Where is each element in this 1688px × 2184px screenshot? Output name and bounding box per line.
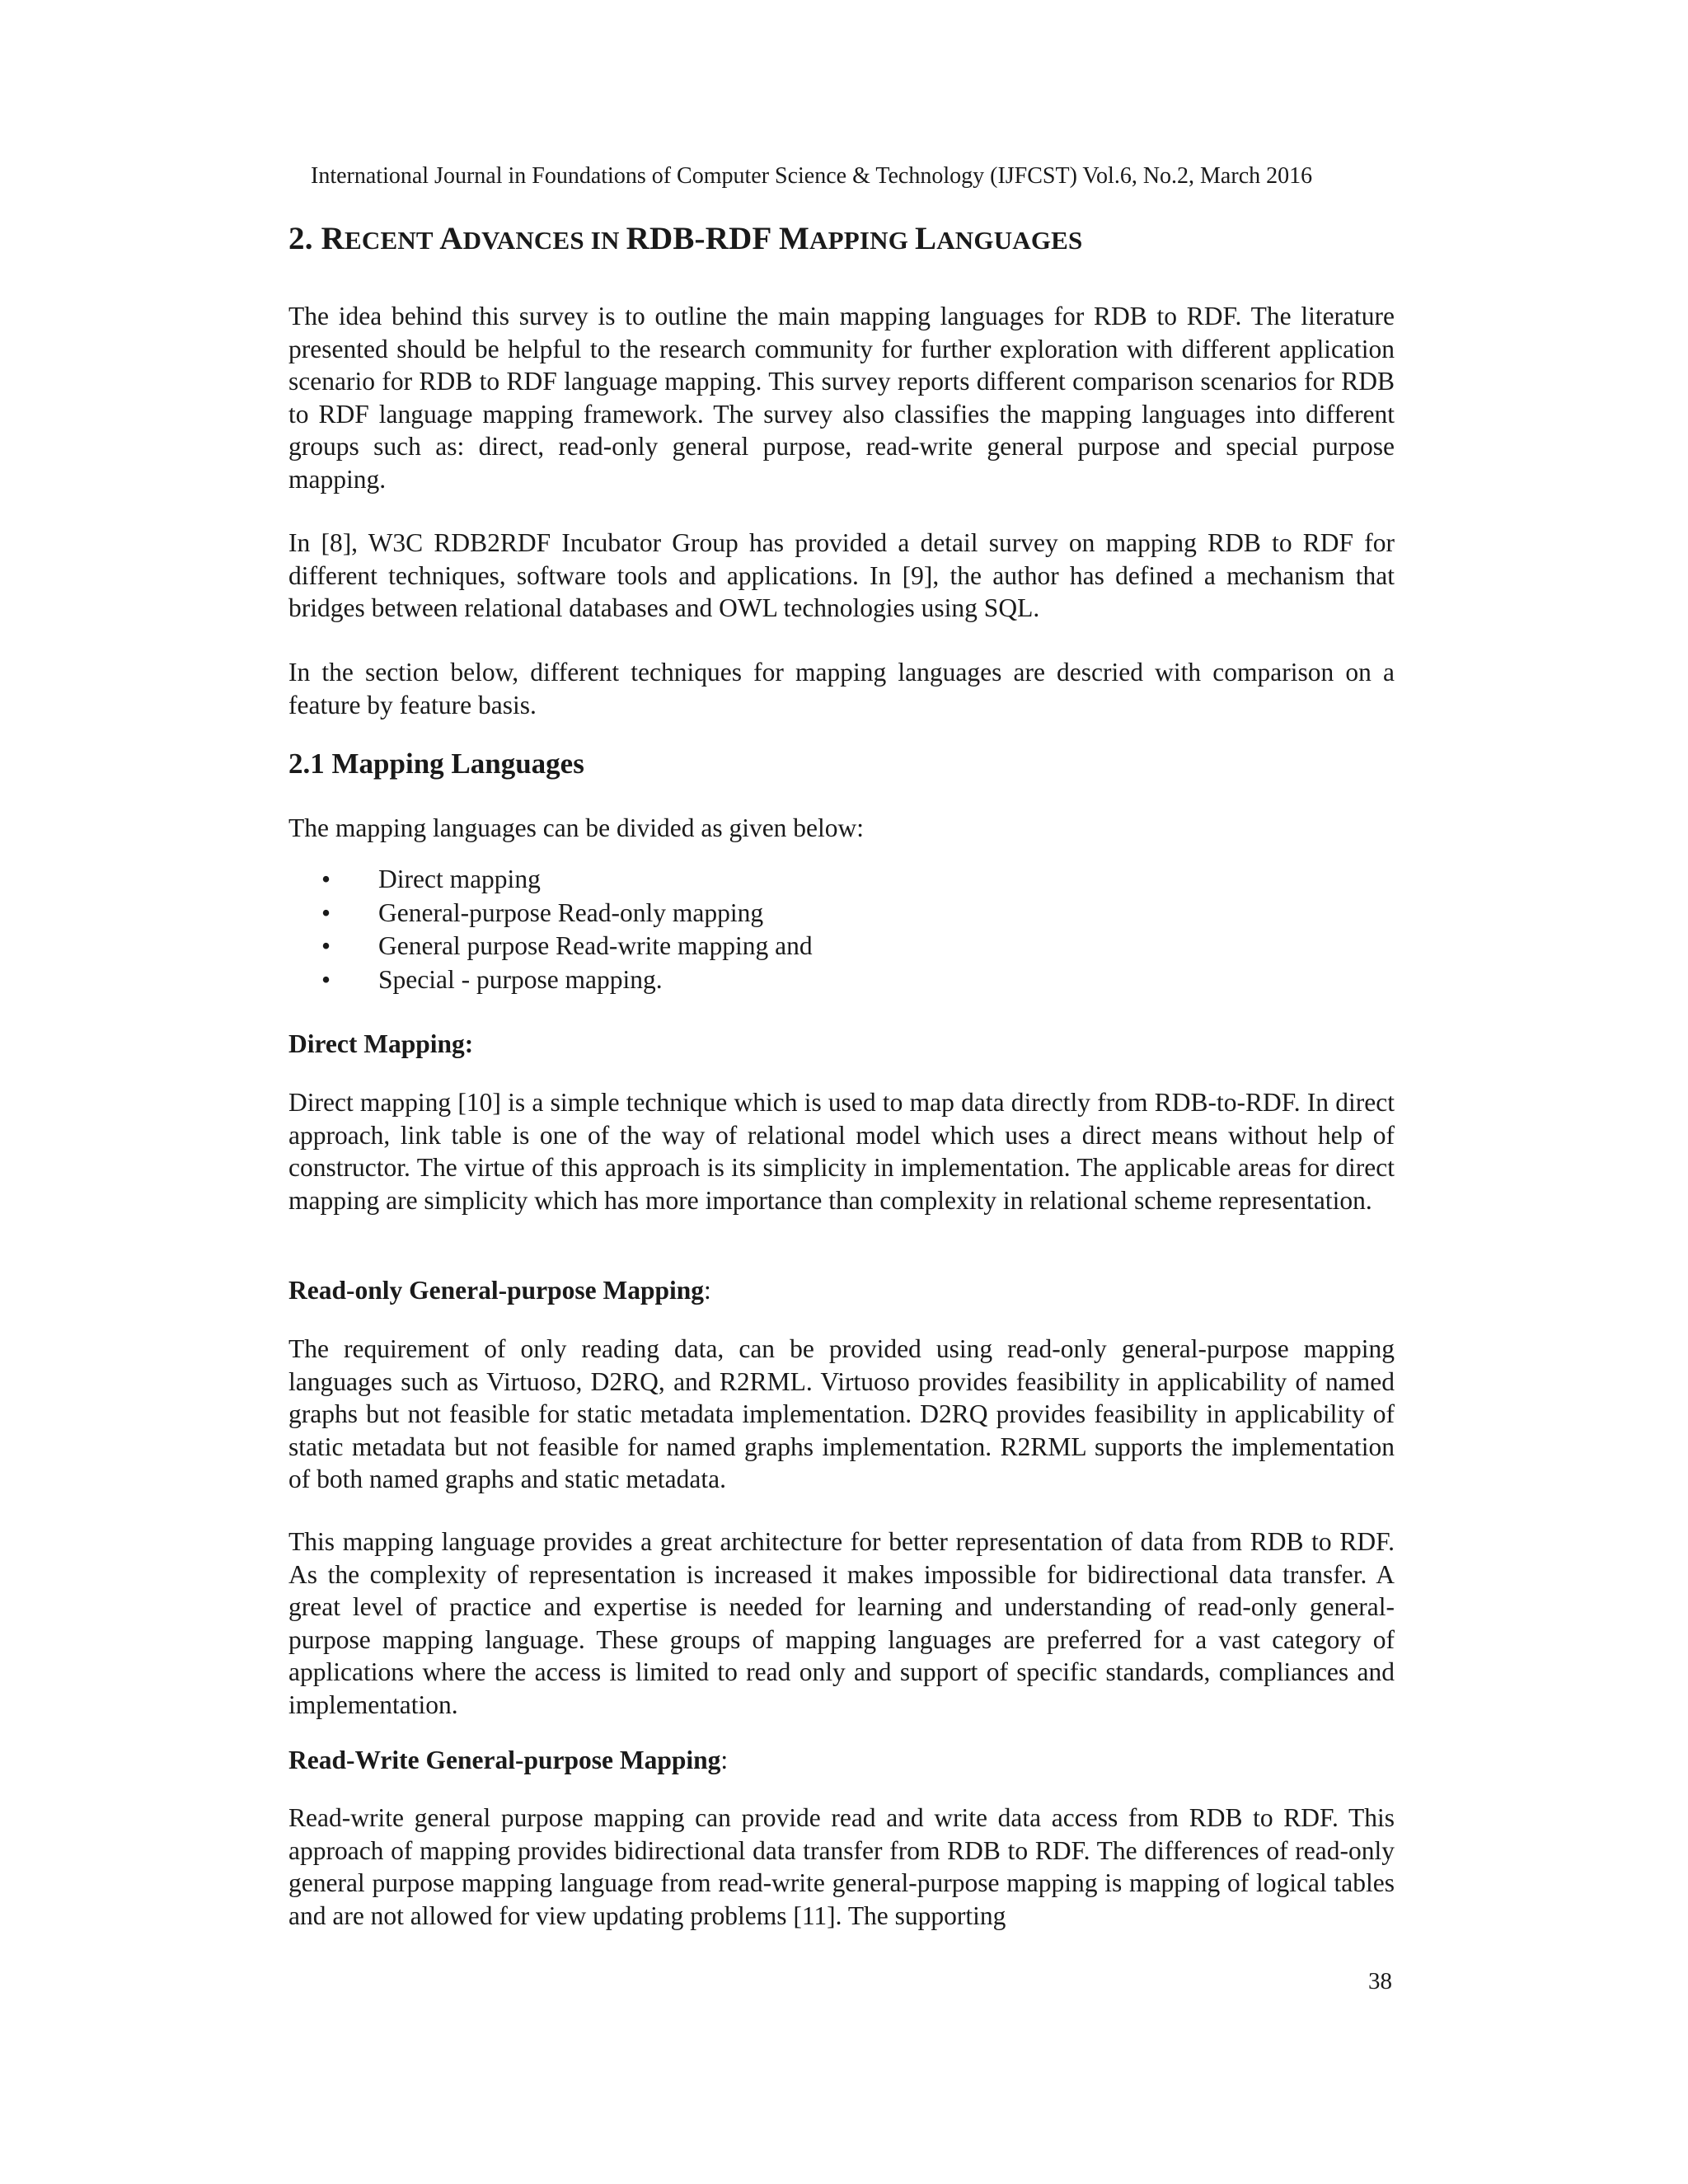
list-item-text: Direct mapping xyxy=(378,865,541,893)
list-item xyxy=(288,930,813,963)
section-title-part: ECENT xyxy=(344,226,440,255)
paragraph-intro: The idea behind this survey is to outline the main mapping languages for RDB to RDF. The literature presented should be helpful to the research community for further exploration with different application scenario for RDB to RDF language mapping. This survey reports different comparison scenarios for RDB to RDF language mapping framework. The survey also classifies the mapping languages into different groups such as: direct, read-only general purpose, read-write general purpose and special purpose mapping. xyxy=(288,302,1395,494)
heading-direct-mapping xyxy=(288,1028,473,1061)
list-item-text: General purpose Read-write mapping and xyxy=(378,931,813,960)
list-item xyxy=(288,863,813,897)
heading-colon: : xyxy=(704,1276,711,1305)
heading-read-write-mapping xyxy=(288,1744,728,1777)
section-title-part: A xyxy=(439,221,463,256)
list-item-text: Special - purpose mapping. xyxy=(378,964,663,994)
section-title-part: APPING xyxy=(809,226,915,255)
subsection-title: 2.1 Mapping Languages xyxy=(288,748,584,780)
section-title-part: R xyxy=(321,221,345,256)
heading-text: Read-only General-purpose Mapping xyxy=(288,1276,705,1305)
section-title-part: RDB-RDF xyxy=(626,221,779,256)
bullet-icon: • xyxy=(321,964,331,994)
bullet-icon: • xyxy=(321,898,331,927)
paragraph-direct-mapping: Direct mapping [10] is a simple technique which is used to map data directly from RDB-to-RDF. In direct approach, link table is one of the way of relational model which uses a direct means without help of constructor. The virtue of this approach is its simplicity in implementation. The applicable areas for direct mapping are simplicity which has more importance than complexity in relational scheme representation. xyxy=(288,1088,1395,1215)
paragraph-read-only-1: The requirement of only reading data, can be provided using read-only general-purpose mapping languages such as Virtuoso, D2RQ, and R2RML. Virtuoso provides feasibility in applicability of named graphs but not feasible for static metadata implementation. D2RQ provides feasibility in applicability of static metadata but not feasible for named graphs implementation. R2RML supports the implementation of both named graphs and static metadata. xyxy=(288,1334,1395,1494)
list-item xyxy=(288,897,813,930)
bullet-icon: • xyxy=(321,931,331,960)
page-number: 38 xyxy=(1368,1968,1392,1994)
list-item-text: General-purpose Read-only mapping xyxy=(378,898,764,927)
section-title-part: M xyxy=(778,221,809,256)
paragraph-read-write: Read-write general purpose mapping can provide read and write data access from RDB to RDF. This approach of mapping provides bidirectional data transfer from RDB to RDF. The differences of read-only general purpose mapping language from read-write general-purpose mapping is mapping of logical tables and are not allowed for view updating problems [11]. The supporting xyxy=(288,1803,1395,1930)
heading-text: Read-Write General-purpose Mapping xyxy=(288,1746,721,1774)
paragraph-read-only-2: This mapping language provides a great architecture for better representation of data from RDB to RDF. As the complexity of representation is increased it makes impossible for bidirectional data transfer. A great level of practice and expertise is needed for learning and understanding of read-only general-purpose mapping language. These groups of mapping languages are preferred for a vast category of applications where the access is limited to read only and support of specific standards, compliances and implementation. xyxy=(288,1527,1395,1719)
heading-text: Direct Mapping: xyxy=(288,1029,474,1058)
section-title-part: L xyxy=(914,221,937,256)
section-title xyxy=(288,219,1083,260)
running-header: International Journal in Foundations of Computer Science & Technology (IJFCST) Vol.6, No.2, March 2016 xyxy=(311,163,1313,189)
section-number: 2. xyxy=(288,221,321,256)
list-item xyxy=(288,963,813,997)
paragraph-divided: The mapping languages can be divided as given below: xyxy=(288,813,865,842)
section-title-part: DVANCES xyxy=(462,226,591,255)
section-title-part: ANGUAGES xyxy=(936,226,1083,255)
mapping-language-list xyxy=(288,863,813,996)
heading-colon: : xyxy=(720,1746,729,1774)
paragraph-section-below: In the section below, different techniques for mapping languages are descried with comparison on a feature by feature basis. xyxy=(288,658,1395,719)
heading-read-only-mapping xyxy=(288,1274,711,1307)
paragraph-related-work: In [8], W3C RDB2RDF Incubator Group has provided a detail survey on mapping RDB to RDF for different techniques, software tools and applications. In [9], the author has defined a mechanism that bridges between relational databases and OWL technologies using SQL. xyxy=(288,528,1395,623)
bullet-icon: • xyxy=(321,865,331,893)
section-title-part: IN xyxy=(590,226,626,255)
